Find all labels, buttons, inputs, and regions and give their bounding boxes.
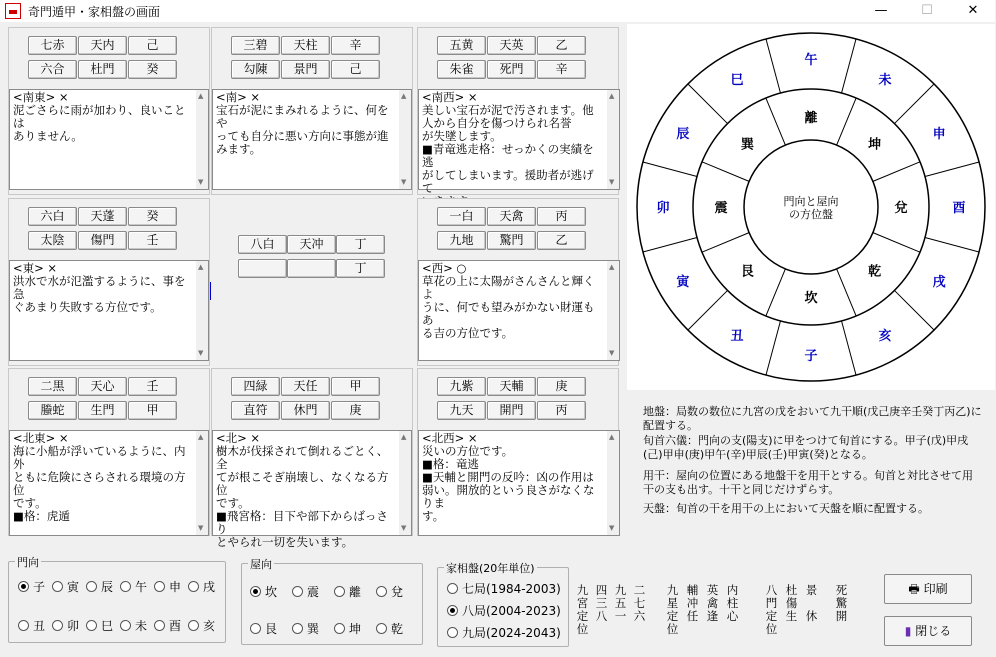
radio-circle bbox=[86, 620, 97, 631]
radio-circle bbox=[120, 581, 131, 592]
plate-radio-1[interactable] bbox=[447, 602, 561, 619]
palace-s-cell-3[interactable]: 勾陳 bbox=[231, 60, 280, 79]
table-column-2: 九 五 一 bbox=[614, 583, 627, 623]
plate-radio-0[interactable] bbox=[447, 580, 561, 597]
branch-label: 酉 bbox=[952, 201, 966, 216]
palace-c-cell-5[interactable]: 丁 bbox=[336, 259, 385, 278]
desc-0: 地盤：局数の数位に九宮の戊をおいて九干順(戊己庚辛壬癸丁丙乙)に配置する。 bbox=[643, 405, 982, 432]
radio-circle bbox=[154, 581, 165, 592]
palace-sw-cell-2[interactable]: 乙 bbox=[537, 36, 586, 55]
gate-radio-0[interactable] bbox=[18, 578, 45, 595]
palace-se-cell-2[interactable]: 己 bbox=[128, 36, 177, 55]
palace-nw-cell-3[interactable]: 九天 bbox=[437, 401, 486, 420]
palace-ne-cell-1[interactable]: 天心 bbox=[78, 377, 127, 396]
radio-circle bbox=[376, 586, 387, 597]
palace-n-cell-1[interactable]: 天任 bbox=[281, 377, 330, 396]
gate-radio-5[interactable] bbox=[188, 578, 215, 595]
close-label: 閉じる bbox=[915, 624, 952, 638]
branch-label: 巳 bbox=[730, 72, 744, 88]
wheel-center-label: の方位盤 bbox=[789, 208, 833, 221]
palace-nw-memo[interactable] bbox=[418, 430, 620, 536]
palace-w-memo[interactable] bbox=[418, 260, 620, 361]
branch-label: 午 bbox=[804, 53, 818, 68]
palace-e-cell-3[interactable]: 太陰 bbox=[28, 231, 77, 250]
radio-circle bbox=[292, 586, 303, 597]
exit-icon: ▮ bbox=[904, 624, 916, 638]
table-column-9: 杜 傷 生 bbox=[785, 583, 798, 623]
radio-circle bbox=[120, 620, 131, 631]
gate-radio-2[interactable] bbox=[86, 578, 113, 595]
radio-circle bbox=[52, 581, 63, 592]
palace-e-cell-2[interactable]: 癸 bbox=[128, 207, 177, 226]
radio-label: 丑 bbox=[33, 619, 46, 633]
plate-label: 家相盤(20年単位) bbox=[446, 562, 535, 575]
palace-c-cell-1[interactable]: 天冲 bbox=[287, 235, 336, 254]
palace-c-cell-0[interactable]: 八白 bbox=[238, 235, 287, 254]
table-column-4: 九 星 定 位 bbox=[666, 583, 679, 636]
radio-label: 七局(1984-2003) bbox=[462, 582, 561, 596]
palace-panel-c bbox=[211, 198, 417, 368]
trigram-label: 兌 bbox=[894, 201, 908, 216]
radio-circle bbox=[86, 581, 97, 592]
trigram-label: 艮 bbox=[740, 264, 754, 280]
radio-circle bbox=[334, 586, 345, 597]
gate-direction-label: 門向 bbox=[17, 556, 39, 569]
trigram-label: 震 bbox=[714, 201, 728, 216]
close-button[interactable] bbox=[884, 616, 972, 646]
house-radio-6[interactable] bbox=[334, 620, 361, 637]
radio-label: 戌 bbox=[203, 580, 216, 594]
radio-circle bbox=[334, 623, 345, 634]
house-radio-1[interactable] bbox=[292, 583, 319, 600]
palace-n-cell-2[interactable]: 甲 bbox=[331, 377, 380, 396]
radio-label: 乾 bbox=[391, 622, 404, 636]
radio-circle bbox=[18, 620, 29, 631]
radio-label: 震 bbox=[307, 585, 320, 599]
palace-e-cell-4[interactable]: 傷門 bbox=[78, 231, 127, 250]
memo-scrollbar[interactable] bbox=[607, 90, 619, 189]
plate-radio-2[interactable] bbox=[447, 624, 561, 641]
palace-se-cell-1[interactable]: 天内 bbox=[78, 36, 127, 55]
radio-circle bbox=[447, 583, 458, 594]
wheel-center-label: 門向と屋向 bbox=[783, 195, 839, 208]
palace-se-memo[interactable] bbox=[9, 89, 209, 190]
palace-s-cell-0[interactable]: 三碧 bbox=[231, 36, 280, 55]
radio-label: 酉 bbox=[169, 619, 182, 633]
palace-e-memo[interactable] bbox=[9, 260, 209, 361]
branch-label: 亥 bbox=[878, 329, 892, 345]
palace-s-cell-1[interactable]: 天柱 bbox=[281, 36, 330, 55]
maximize-button[interactable]: ☐ bbox=[921, 3, 933, 18]
memo-scrollbar[interactable] bbox=[399, 431, 411, 535]
palace-se-cell-5[interactable]: 癸 bbox=[128, 60, 177, 79]
radio-label: 未 bbox=[135, 619, 148, 633]
radio-circle bbox=[154, 620, 165, 631]
palace-s-cell-4[interactable]: 景門 bbox=[281, 60, 330, 79]
printer-icon: 🖶 bbox=[908, 582, 924, 596]
table-column-5: 輔 冲 任 bbox=[686, 583, 699, 623]
radio-label: 子 bbox=[33, 580, 46, 594]
memo-text: <北> × 樹木が伐採されて倒れるごとく、全 てが根こそぎ崩壊し、なくなる方位 です。 ■飛宮格：目下や部下からばっさり とやられ一切を失います。 bbox=[216, 431, 389, 549]
memo-scrollbar[interactable] bbox=[196, 431, 208, 535]
palace-ne-memo[interactable] bbox=[9, 430, 209, 536]
table-column-6: 英 禽 逢 bbox=[706, 583, 719, 623]
memo-text: <南東> × 泥ごさらに雨が加わり、良いことは ありません。 bbox=[13, 90, 186, 143]
palace-c-cell-4[interactable] bbox=[287, 259, 336, 278]
radio-circle bbox=[447, 627, 458, 638]
palace-w-cell-4[interactable]: 驚門 bbox=[487, 231, 536, 250]
radio-label: 申 bbox=[169, 580, 182, 594]
palace-s-memo[interactable] bbox=[212, 89, 412, 190]
house-radio-2[interactable] bbox=[334, 583, 361, 600]
palace-ne-cell-3[interactable]: 螣蛇 bbox=[28, 401, 77, 420]
print-label: 印刷 bbox=[923, 582, 948, 596]
desc-2: 用干：屋向の位置にある地盤干を用干とする。旬首と対比させて用干の支も出す。十干と同じだけずらす。 bbox=[643, 469, 973, 496]
radio-label: 八局(2004-2023) bbox=[462, 604, 561, 618]
gate-radio-8[interactable] bbox=[86, 617, 113, 634]
radio-circle bbox=[18, 581, 29, 592]
radio-circle bbox=[250, 623, 261, 634]
house-radio-5[interactable] bbox=[292, 620, 319, 637]
radio-label: 兌 bbox=[391, 585, 404, 599]
house-radio-4[interactable] bbox=[250, 620, 277, 637]
palace-e-cell-1[interactable]: 天蓬 bbox=[78, 207, 127, 226]
trigram-label: 乾 bbox=[868, 264, 882, 280]
radio-circle bbox=[292, 623, 303, 634]
gate-radio-7[interactable] bbox=[52, 617, 79, 634]
memo-scrollbar[interactable] bbox=[607, 261, 619, 360]
table-column-0: 九 宮 定 位 bbox=[576, 583, 589, 636]
radio-circle bbox=[447, 605, 458, 616]
house-radio-0[interactable] bbox=[250, 583, 277, 600]
palace-n-cell-0[interactable]: 四緑 bbox=[231, 377, 280, 396]
palace-n-cell-3[interactable]: 直符 bbox=[231, 401, 280, 420]
gate-radio-6[interactable] bbox=[18, 617, 45, 634]
palace-n-cell-5[interactable]: 庚 bbox=[331, 401, 380, 420]
gate-radio-11[interactable] bbox=[188, 617, 215, 634]
table-column-10: 景 休 bbox=[805, 583, 818, 623]
branch-label: 丑 bbox=[730, 329, 744, 345]
palace-sw-cell-5[interactable]: 辛 bbox=[537, 60, 586, 79]
palace-e-cell-0[interactable]: 六白 bbox=[28, 207, 77, 226]
branch-label: 未 bbox=[878, 72, 892, 88]
palace-w-cell-0[interactable]: 一白 bbox=[437, 207, 486, 226]
palace-w-cell-2[interactable]: 丙 bbox=[537, 207, 586, 226]
palace-e-cell-5[interactable]: 壬 bbox=[128, 231, 177, 250]
palace-ne-cell-0[interactable]: 二黒 bbox=[28, 377, 77, 396]
table-column-3: 二 七 六 bbox=[633, 583, 646, 623]
radio-label: 艮 bbox=[265, 622, 278, 636]
branch-label: 申 bbox=[932, 127, 946, 142]
palace-ne-cell-5[interactable]: 甲 bbox=[128, 401, 177, 420]
branch-label: 戌 bbox=[932, 275, 946, 290]
branch-label: 辰 bbox=[676, 127, 690, 142]
palace-se-cell-0[interactable]: 七赤 bbox=[28, 36, 77, 55]
palace-w-cell-3[interactable]: 九地 bbox=[437, 231, 486, 250]
palace-c-cell-3[interactable] bbox=[238, 259, 287, 278]
radio-label: 離 bbox=[349, 585, 362, 599]
memo-scrollbar[interactable] bbox=[399, 90, 411, 189]
palace-sw-cell-4[interactable]: 死門 bbox=[487, 60, 536, 79]
table-column-7: 内 柱 心 bbox=[726, 583, 739, 623]
palace-ne-cell-2[interactable]: 壬 bbox=[128, 377, 177, 396]
radio-circle bbox=[250, 586, 261, 597]
window-title: 奇門遁甲・家相盤の画面 bbox=[28, 5, 161, 19]
table-column-1: 四 三 八 bbox=[595, 583, 608, 623]
direction-wheel bbox=[627, 24, 995, 390]
table-column-11: 死 驚 開 bbox=[835, 583, 848, 623]
trigram-label: 坤 bbox=[868, 137, 882, 153]
gate-radio-9[interactable] bbox=[120, 617, 147, 634]
gate-radio-1[interactable] bbox=[52, 578, 79, 595]
palace-se-cell-4[interactable]: 杜門 bbox=[78, 60, 127, 79]
branch-label: 子 bbox=[804, 349, 818, 364]
branch-label: 寅 bbox=[676, 275, 690, 290]
branch-label: 卯 bbox=[656, 201, 670, 216]
radio-circle bbox=[376, 623, 387, 634]
radio-label: 坎 bbox=[265, 585, 278, 599]
gate-radio-3[interactable] bbox=[120, 578, 147, 595]
palace-se-cell-3[interactable]: 六合 bbox=[28, 60, 77, 79]
palace-ne-cell-4[interactable]: 生門 bbox=[78, 401, 127, 420]
palace-sw-cell-3[interactable]: 朱雀 bbox=[437, 60, 486, 79]
palace-sw-memo[interactable] bbox=[418, 89, 620, 195]
print-button[interactable] bbox=[884, 574, 972, 604]
gate-radio-10[interactable] bbox=[154, 617, 181, 634]
trigram-label: 巽 bbox=[740, 137, 754, 153]
table-column-8: 八 門 定 位 bbox=[765, 583, 778, 636]
palace-nw-cell-1[interactable]: 天輔 bbox=[487, 377, 536, 396]
palace-c-cell-2[interactable]: 丁 bbox=[336, 235, 385, 254]
memo-text: <西> ○ 草花の上に太陽がさんさんと輝くよ うに、何でも望みがかない財運もあ る吉の方位です。 bbox=[422, 261, 595, 340]
radio-label: 九局(2024-2043) bbox=[462, 626, 561, 640]
minimize-button[interactable]: — bbox=[874, 3, 888, 18]
app-icon bbox=[5, 3, 21, 19]
radio-label: 亥 bbox=[203, 619, 216, 633]
trigram-label: 坎 bbox=[804, 291, 818, 306]
palace-nw-cell-0[interactable]: 九紫 bbox=[437, 377, 486, 396]
memo-text: <南西> × 美しい宝石が泥で汚されます。他 人から自分を傷つけられ名誉 が失墜します。 ■青竜逃走格：せっかくの実績を逃 がしてしまいます。援助者が逃げて bbox=[422, 90, 594, 195]
gate-radio-4[interactable] bbox=[154, 578, 181, 595]
house-radio-3[interactable] bbox=[376, 583, 403, 600]
palace-nw-cell-4[interactable]: 開門 bbox=[487, 401, 536, 420]
palace-n-memo[interactable] bbox=[212, 430, 412, 549]
radio-circle bbox=[188, 581, 199, 592]
memo-text: <東> × 洪水で水が氾濫するように、事を急 ぐあまり失敗する方位です。 bbox=[13, 261, 186, 314]
close-window-button[interactable]: ✕ bbox=[967, 3, 979, 18]
title-bar bbox=[0, 0, 995, 22]
radio-label: 辰 bbox=[101, 580, 114, 594]
palace-s-cell-5[interactable]: 己 bbox=[331, 60, 380, 79]
radio-label: 卯 bbox=[67, 619, 80, 633]
palace-sw-cell-1[interactable]: 天英 bbox=[487, 36, 536, 55]
memo-scrollbar[interactable] bbox=[196, 90, 208, 189]
palace-sw-cell-0[interactable]: 五黄 bbox=[437, 36, 486, 55]
palace-nw-cell-2[interactable]: 庚 bbox=[537, 377, 586, 396]
desc-1: 旬首六儀：門向の支(陽支)に甲をつけて旬首にする。甲子(戊)甲戌(己)甲申(庚)甲午(辛)甲辰(壬)甲寅(癸)となる。 bbox=[643, 434, 969, 461]
memo-text: <北西> × 災いの方位です。 ■格：竜逃 ■天輔と開門の反吟：凶の作用は 弱い。開放的という良さがなくなりま す。 bbox=[422, 431, 595, 523]
memo-scrollbar[interactable] bbox=[196, 261, 208, 360]
palace-n-cell-4[interactable]: 休門 bbox=[281, 401, 330, 420]
palace-w-cell-1[interactable]: 天禽 bbox=[487, 207, 536, 226]
palace-nw-cell-5[interactable]: 丙 bbox=[537, 401, 586, 420]
radio-circle bbox=[52, 620, 63, 631]
memo-text: <南> × 宝石が泥にまみれるように、何をや っても自分に悪い方向に事態が進 みます。 bbox=[216, 90, 389, 156]
radio-label: 坤 bbox=[349, 622, 362, 636]
memo-text: <北東> × 海に小船が浮いているように、内外 ともに危険にさらされる環境の方位 です。 ■格：虎遁 bbox=[13, 431, 186, 523]
radio-circle bbox=[188, 620, 199, 631]
house-direction-label: 屋向 bbox=[250, 558, 272, 571]
radio-label: 寅 bbox=[67, 580, 80, 594]
trigram-label: 離 bbox=[804, 111, 818, 126]
house-radio-7[interactable] bbox=[376, 620, 403, 637]
memo-scrollbar[interactable] bbox=[607, 431, 619, 535]
radio-label: 巽 bbox=[307, 622, 320, 636]
radio-label: 巳 bbox=[101, 619, 114, 633]
radio-label: 午 bbox=[135, 580, 148, 594]
desc-3: 天盤：旬首の干を用干の上において天盤を順に配置する。 bbox=[643, 502, 929, 515]
palace-s-cell-2[interactable]: 辛 bbox=[331, 36, 380, 55]
palace-w-cell-5[interactable]: 乙 bbox=[537, 231, 586, 250]
